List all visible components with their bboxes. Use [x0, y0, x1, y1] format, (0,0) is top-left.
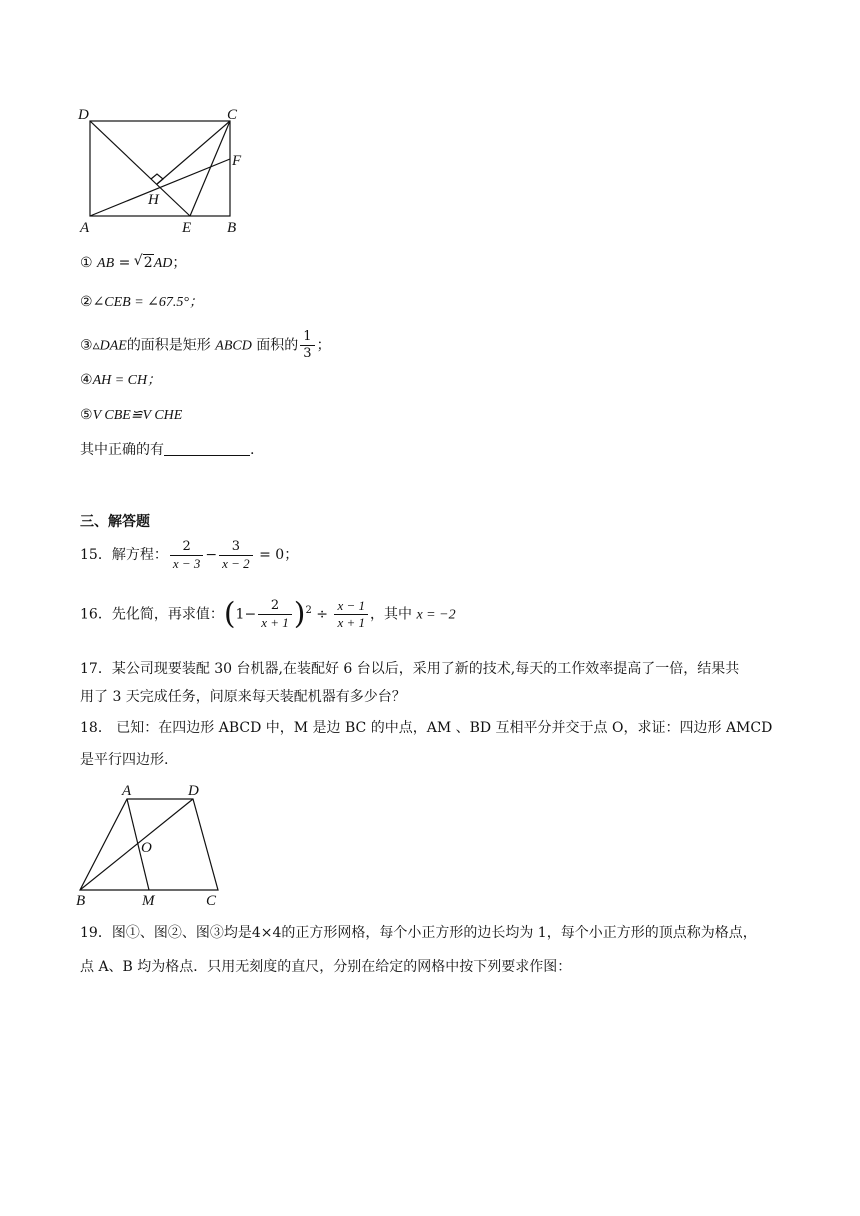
segment-af — [90, 159, 230, 216]
label-d: D — [78, 107, 89, 123]
q16-f2-num: x − 1 — [337, 598, 366, 614]
q16-fraction-2 — [334, 598, 368, 631]
rectangle-figure — [70, 100, 260, 240]
option-2-text: ∠CEB = ∠67.5°； — [92, 295, 204, 310]
question-16 — [80, 594, 456, 633]
q16-f2-den: x + 1 — [334, 614, 368, 631]
segment-ch — [157, 121, 230, 184]
option-1-end: ； — [172, 255, 187, 271]
option-1 — [80, 253, 186, 274]
label-b: B — [227, 220, 237, 236]
q16-condition: x = −2 — [416, 607, 456, 623]
option-4 — [80, 370, 161, 391]
fraction-numerator: 1 — [303, 329, 312, 344]
option-3-text-a: 的面积是矩形 — [126, 337, 211, 354]
option-2 — [80, 292, 203, 313]
q16-fraction-1 — [258, 598, 292, 631]
label-h: H — [148, 192, 159, 208]
radicand: 2 — [143, 255, 153, 271]
q16-prefix: 16．先化简，再求值： — [80, 606, 224, 623]
fraction-one-third — [300, 329, 314, 362]
question-17-line-2: 用了 3 天完成任务，问原来每天装配机器有多少台？ — [80, 689, 406, 705]
right-angle-mark — [151, 174, 163, 184]
rectangle-abcd — [90, 121, 230, 216]
q16-tail: ，其中 — [370, 606, 413, 623]
label-b2: B — [76, 893, 86, 908]
answer-blank[interactable] — [164, 441, 250, 456]
segment-ce — [190, 121, 230, 216]
option-1-mark: ① — [80, 255, 93, 271]
option-1-eq: = — [118, 255, 131, 271]
q16-f1-num: 2 — [270, 598, 280, 614]
option-1-rhs: AD — [153, 256, 173, 271]
q15-f1-num: 2 — [182, 538, 191, 554]
label-a: A — [80, 220, 90, 236]
q16-one: 1− — [235, 606, 257, 623]
option-3-end: ； — [316, 337, 331, 354]
question-19-line-1: 19．图①、图②、图③均是4×4的正方形网格，每个小正方形的边长均为 1，每个小正方形的顶点称为格点， — [80, 925, 757, 941]
question-15 — [80, 538, 298, 572]
answer-suffix: . — [250, 442, 255, 458]
label-m: M — [142, 893, 155, 908]
option-3-text-b: 面积的 — [256, 337, 299, 354]
fraction-denominator: 3 — [300, 345, 314, 362]
option-2-mark: ② — [80, 294, 93, 310]
option-1-lhs: AB — [97, 256, 115, 271]
option-4-text: AH = CH； — [92, 373, 162, 388]
question-19-line-2: 点 A、B 均为格点．只用无刻度的直尺，分别在给定的网格中按下列要求作图： — [80, 959, 572, 975]
q15-tail: = 0； — [259, 547, 299, 563]
label-c: C — [227, 107, 238, 123]
q16-right-paren: ) — [293, 596, 306, 632]
section-heading: 三、解答题 — [80, 514, 150, 530]
label-e: E — [182, 220, 192, 236]
q15-fraction-2 — [219, 539, 253, 572]
label-f: F — [232, 153, 242, 169]
q15-minus: − — [205, 547, 218, 563]
q16-f1-den: x + 1 — [258, 614, 292, 631]
label-a2: A — [122, 783, 132, 799]
q15-fraction-1 — [170, 539, 204, 572]
q16-exponent: 2 — [305, 605, 312, 616]
q16-divide: ÷ — [316, 606, 329, 623]
option-3 — [80, 329, 331, 362]
segment-bd — [80, 799, 193, 890]
q15-f2-den: x − 2 — [219, 555, 253, 572]
option-4-mark: ④ — [80, 372, 93, 388]
q16-left-paren: ( — [223, 596, 236, 632]
option-5-mark: ⑤ — [80, 407, 93, 423]
option-5-text: V CBE≌V CHE — [92, 408, 183, 423]
quadrilateral-figure — [70, 778, 240, 908]
question-18-line-1: 18． 已知：在四边形 ABCD 中，M 是边 BC 的中点，AM 、BD 互相平分并交于点 O，求证：四边形 AMCD — [80, 720, 773, 736]
label-c2: C — [206, 893, 217, 908]
answer-prefix: 其中正确的有 — [80, 442, 164, 458]
question-17-line-1: 17．某公司现要装配 30 台机器,在装配好 6 台以后，采用了新的技术,每天的工作效率提高了一倍，结果共 — [80, 661, 740, 677]
label-o: O — [141, 840, 152, 856]
q15-prefix: 15．解方程： — [80, 547, 168, 563]
q15-f2-num: 3 — [231, 538, 241, 554]
q15-f1-den: x − 3 — [170, 555, 204, 572]
option-5 — [80, 405, 182, 426]
label-d2: D — [188, 783, 199, 799]
question-18-line-2: 是平行四边形. — [80, 752, 169, 768]
option-3-mark: ③ — [80, 337, 93, 354]
sqrt-symbol — [135, 253, 154, 273]
answer-line — [80, 440, 254, 460]
option-3-rect: ABCD — [215, 338, 252, 354]
option-3-triangle: ▵DAE — [92, 338, 127, 354]
